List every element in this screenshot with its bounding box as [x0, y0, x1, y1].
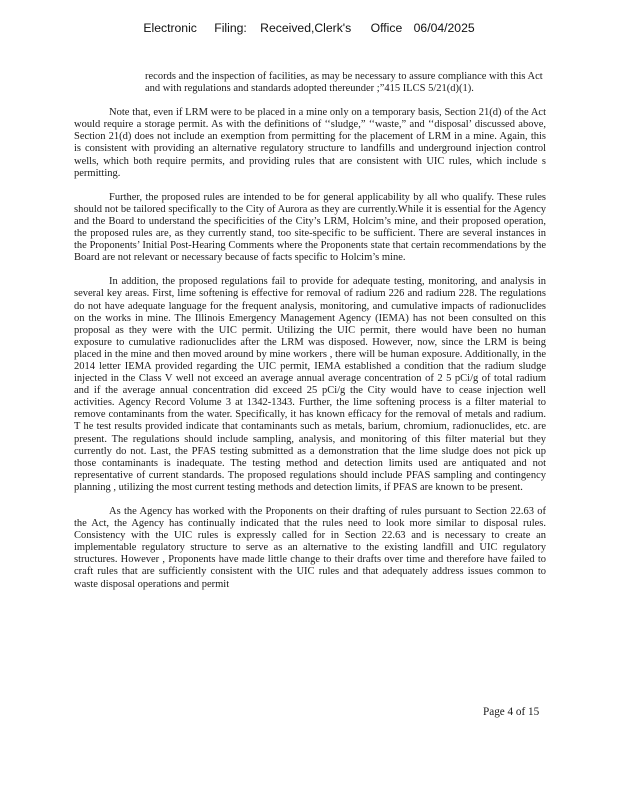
- header-received-clerks: Received,Clerk's: [260, 21, 352, 35]
- header-electronic: Electronic: [143, 21, 197, 35]
- page-number: Page 4 of 15: [483, 706, 540, 718]
- header-date: 06/04/2025: [413, 21, 475, 35]
- filing-stamp-header: [0, 21, 618, 35]
- paragraph-testing-monitoring: In addition, the proposed regulations fail to provide for adequate testing, monitoring, and analysis in several key areas. First, lime softening is effective for removal of radium 226 and radium 228. The regulations do not have adequate language for the frequent analysis, monitoring, and cumulative impacts of radionuclides on the works in mine. The Illinois Emergency Management Agency (IEMA) has not been consulted on this proposal as they were with the UIC permit. Utilizing the UIC permit, there would have been no human exposure to cumulative radionuclides after the LRM was disposed. However, now, since the LRM is being placed in the mine and then moved around by mine workers , there will be human exposure. Additionally, in the 2014 letter IEMA provided regarding the UIC permit, IEMA established a condition that the radium sludge injected in the Class V well not exceed an average annual average concentration of 2 5 pCi/g of total radium and if the average annual concentration did exceed 25 pCi/g the City would have to cease injection well activities. Agency Record Volume 3 at 1342-1343. Further, the lime softening process is a filter material to remove contaminants from the water. Specifically, it has known efficacy for the removal of metals and radium. T he test results provided indicate that contaminants such as metals, barium, chromium, radionuclides, etc. are present. The regulations should include sampling, analysis, and monitoring of this filter material but they currently do not. Last, the PFAS testing submitted as a demonstration that the lime sludge does not pick up those contaminants is inadequate. The testing method and detection limits used are antiquated and not representative of current standards. The proposed regulations should include PFAS sampling and contingency planning , utilizing the most current testing methods and detection limits, if PFAS are known to be present.: [74, 276, 546, 493]
- paragraph-general-applicability: Further, the proposed rules are intended to be for general applicability by all who qualify. These rules should not be tailored specifically to the City of Aurora as they are currently.While it is essential for the Agency and the Board to understand the specificities of the City’s LRM, Holcim’s mine, and their proposed operation, the proposed rules are, as they currently stand, too site-specific to be sufficient. There are several instances in the Proponents’ Initial Post-Hearing Comments where the Proponents state that certain recommendations by the Board are not relevant or necessary because of facts specific to Holcim’s mine.: [74, 191, 546, 264]
- quoted-statute-continuation: records and the inspection of facilities, as may be necessary to assure compliance with this Act and with regulations and standards adopted thereunder ;”415 ILCS 5/21(d)(1).: [145, 71, 543, 95]
- header-office: Office: [370, 21, 403, 35]
- header-filing: Filing:: [214, 21, 247, 35]
- paragraph-storage-permit: Note that, even if LRM were to be placed in a mine only on a temporary basis, Section 21(d) of the Act would require a storage permit. As with the definitions of ‘‘sludge,” ‘‘waste,” and ‘‘disposal’ discussed above, Section 21(d) does not include an exemption from permitting for the placement of LRM in a mine. Again, this is consistent with providing an alternative regulatory structure to landfills and underground injection control wells, which both require permits, and providing rules that are consistent with UIC rules, which include s permitting.: [74, 107, 546, 179]
- paragraph-agency-drafting: As the Agency has worked with the Proponents on their drafting of rules pursuant to Section 22.63 of the Act, the Agency has continually indicated that the rules need to look more similar to disposal rules. Consistency with the UIC rules is expressly called for in Section 22.63 and is necessary to create an implementable regulatory structure to serve as an alternative to the existing landfill and UIC regulatory structures. However , Proponents have made little change to their drafts over time and therefore have failed to craft rules that are sufficiently consistent with the UIC rules and that adequately address issues common to waste disposal operations and permit: [74, 506, 546, 590]
- document-body: [74, 71, 546, 603]
